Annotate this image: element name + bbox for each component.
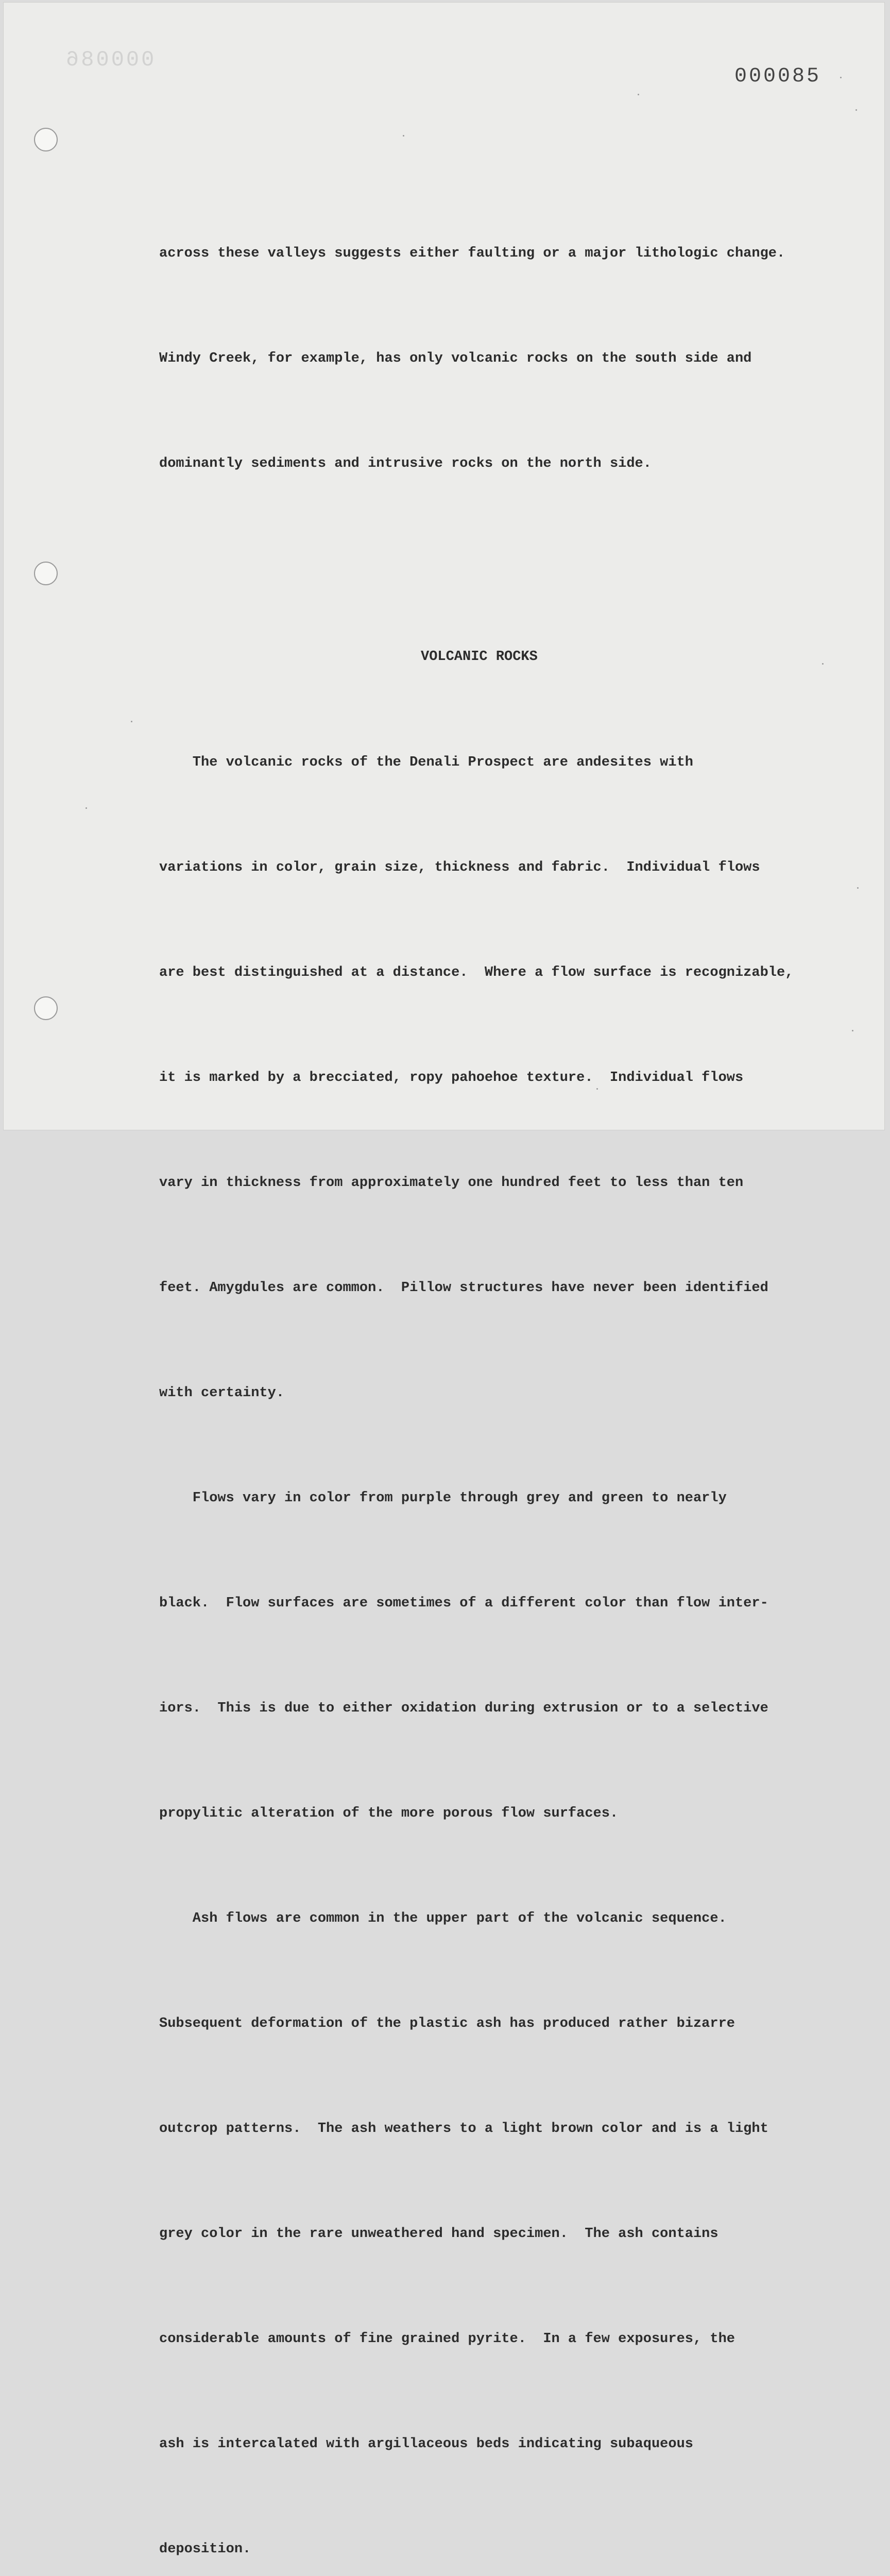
para4-line: grey color in the rare unweathered hand specimen. The ash contains [159, 2226, 718, 2242]
para2-line: are best distinguished at a distance. Where a flow surface is recognizable, [159, 965, 794, 980]
para2-line: it is marked by a brecciated, ropy pahoehoe texture. Individual flows [159, 1070, 744, 1086]
section-heading: VOLCANIC ROCKS [421, 649, 538, 665]
para1-line: Windy Creek, for example, has only volcanic rocks on the south side and [159, 351, 752, 366]
para4-line: Ash flows are common in the upper part of the volcanic sequence. [159, 1911, 727, 1926]
scan-speck [840, 77, 842, 78]
scan-speck [822, 663, 824, 665]
page-number: 000085 [734, 65, 821, 88]
para4-line: considerable amounts of fine grained pyrite. In a few exposures, the [159, 2331, 735, 2347]
para3-line: Flows vary in color from purple through grey and green to nearly [159, 1490, 727, 1506]
scan-speck [403, 135, 404, 137]
para2-line: with certainty. [159, 1385, 285, 1401]
para3-line: black. Flow surfaces are sometimes of a different color than flow inter- [159, 1596, 768, 1611]
para4-line: outcrop patterns. The ash weathers to a light brown color and is a light [159, 2121, 768, 2137]
para2-line: The volcanic rocks of the Denali Prospect are andesites with [159, 755, 693, 770]
punch-hole-bottom [34, 996, 58, 1020]
para1-line: dominantly sediments and intrusive rocks on the north side. [159, 456, 652, 471]
punch-hole-top [34, 128, 58, 151]
para4-line: Subsequent deformation of the plastic ash has produced rather bizarre [159, 2016, 735, 2031]
para3-line: propylitic alteration of the more porous flow surfaces. [159, 1806, 619, 1821]
scan-speck [857, 887, 859, 889]
para4-line: deposition. [159, 2541, 251, 2557]
para2-line: variations in color, grain size, thickness and fabric. Individual flows [159, 860, 760, 875]
scan-speck [638, 94, 639, 95]
para3-line: iors. This is due to either oxidation during extrusion or to a selective [159, 1701, 768, 1716]
bleed-through-page-number: 000086 [64, 47, 155, 72]
para1-line: across these valleys suggests either faulting or a major lithologic change. [159, 246, 785, 261]
punch-hole-middle [34, 562, 58, 585]
scan-speck [85, 807, 87, 809]
para2-line: vary in thickness from approximately one hundred feet to less than ten [159, 1175, 744, 1191]
scan-speck [852, 1030, 853, 1031]
scan-speck [596, 1088, 598, 1090]
para4-line: ash is intercalated with argillaceous beds indicating subaqueous [159, 2436, 693, 2452]
scan-speck [131, 721, 132, 722]
document-page [3, 2, 885, 2557]
typed-body [159, 166, 829, 2576]
para2-line: feet. Amygdules are common. Pillow structures have never been identified [159, 1280, 768, 1296]
scan-speck [855, 109, 857, 111]
